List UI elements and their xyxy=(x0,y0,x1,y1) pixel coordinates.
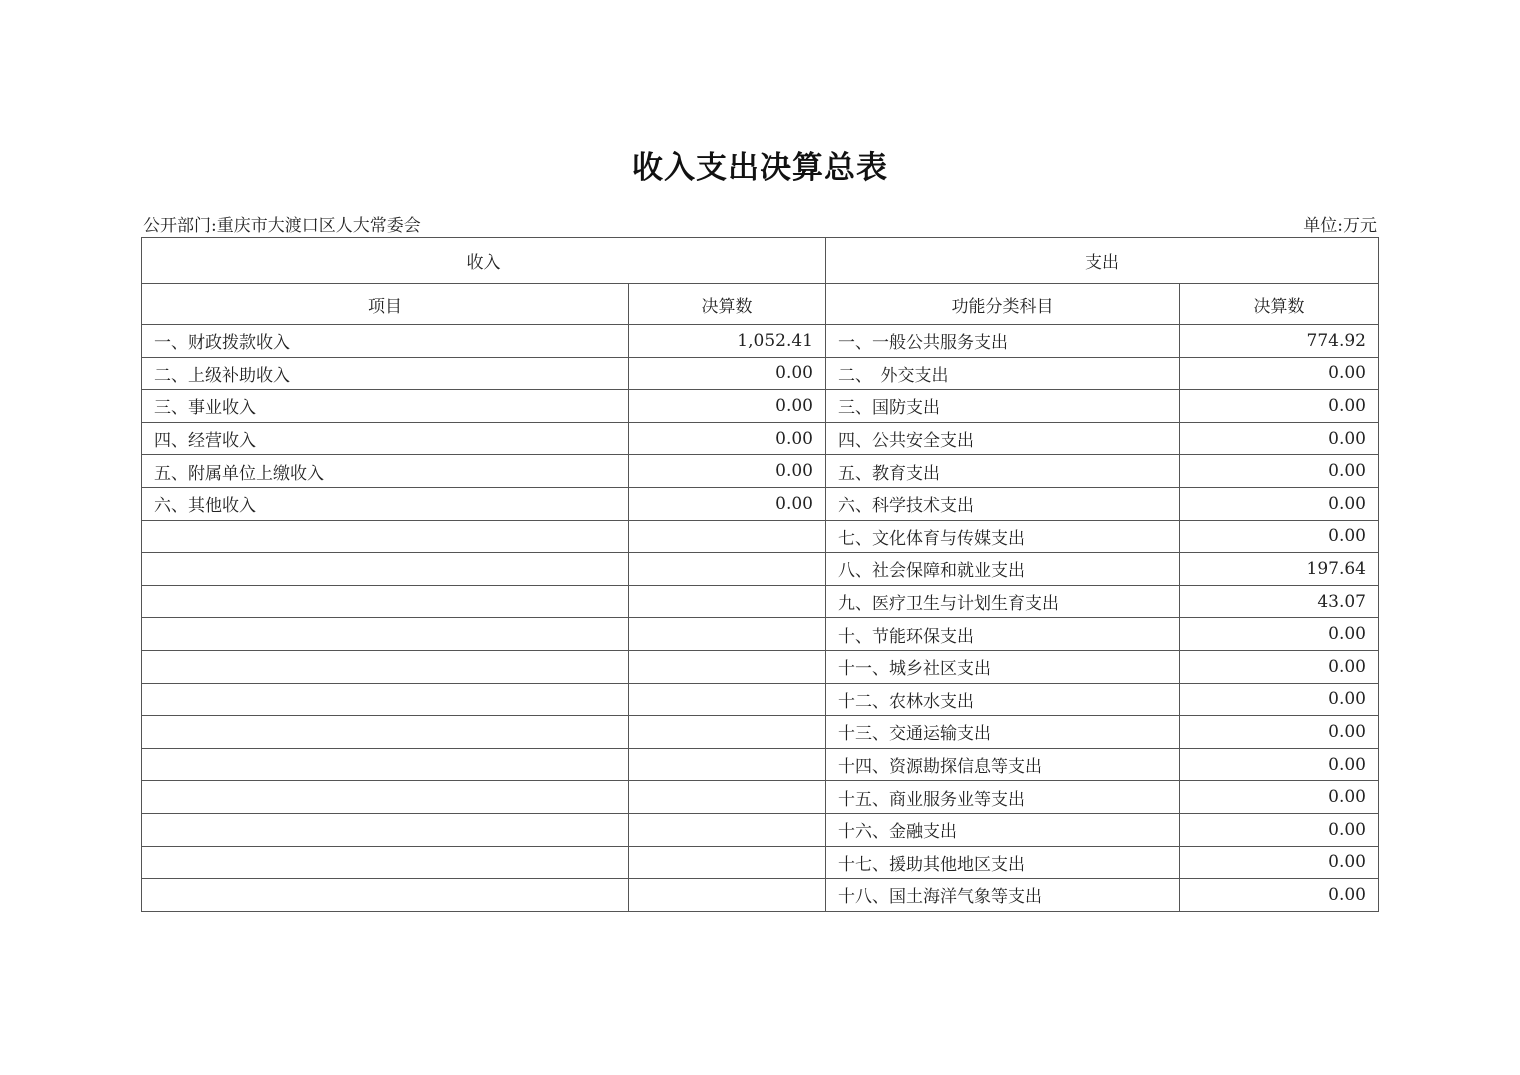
expense-amount-cell: 43.07 xyxy=(1180,585,1379,618)
table-row xyxy=(142,390,1379,423)
expense-amount-cell: 0.00 xyxy=(1180,357,1379,390)
expense-item-cell: 五、教育支出 xyxy=(826,455,1180,488)
expense-amount-cell: 0.00 xyxy=(1180,748,1379,781)
income-amount-cell: 1,052.41 xyxy=(629,325,826,358)
expense-item-cell: 十四、资源勘探信息等支出 xyxy=(826,748,1180,781)
income-item-cell xyxy=(142,553,629,586)
income-amount-cell: 0.00 xyxy=(629,357,826,390)
table-row xyxy=(142,781,1379,814)
expense-item-cell: 一、一般公共服务支出 xyxy=(826,325,1180,358)
expense-amount-cell: 0.00 xyxy=(1180,813,1379,846)
income-amount-cell xyxy=(629,585,826,618)
table-row xyxy=(142,325,1379,358)
unit-label: 单位:万元 xyxy=(1303,216,1377,236)
column-header-row xyxy=(142,284,1379,325)
expense-item-cell: 四、公共安全支出 xyxy=(826,422,1180,455)
table-row xyxy=(142,422,1379,455)
income-item-cell xyxy=(142,618,629,651)
table-row xyxy=(142,748,1379,781)
income-amount-cell xyxy=(629,650,826,683)
income-amount-column-header: 决算数 xyxy=(629,284,826,325)
expense-item-cell: 三、国防支出 xyxy=(826,390,1180,423)
income-item-cell: 六、其他收入 xyxy=(142,487,629,520)
expense-item-cell: 七、文化体育与传媒支出 xyxy=(826,520,1180,553)
income-item-cell xyxy=(142,879,629,912)
table-row xyxy=(142,553,1379,586)
expense-amount-cell: 0.00 xyxy=(1180,716,1379,749)
expense-item-cell: 十、节能环保支出 xyxy=(826,618,1180,651)
expense-item-cell: 十七、援助其他地区支出 xyxy=(826,846,1180,879)
table-row xyxy=(142,520,1379,553)
income-amount-cell xyxy=(629,813,826,846)
table-row xyxy=(142,455,1379,488)
expense-amount-cell: 0.00 xyxy=(1180,781,1379,814)
income-item-cell xyxy=(142,813,629,846)
expense-amount-cell: 0.00 xyxy=(1180,650,1379,683)
page-title: 收入支出决算总表 xyxy=(632,150,888,186)
expense-amount-cell: 0.00 xyxy=(1180,618,1379,651)
budget-table xyxy=(141,237,1379,912)
expense-amount-cell: 0.00 xyxy=(1180,455,1379,488)
income-amount-cell: 0.00 xyxy=(629,422,826,455)
income-item-cell xyxy=(142,683,629,716)
income-amount-cell: 0.00 xyxy=(629,390,826,423)
expense-amount-cell: 0.00 xyxy=(1180,879,1379,912)
table-row xyxy=(142,846,1379,879)
income-amount-cell xyxy=(629,748,826,781)
income-amount-cell xyxy=(629,846,826,879)
income-amount-cell xyxy=(629,683,826,716)
table-row xyxy=(142,683,1379,716)
expense-item-cell: 六、科学技术支出 xyxy=(826,487,1180,520)
income-item-cell: 一、财政拨款收入 xyxy=(142,325,629,358)
income-amount-cell: 0.00 xyxy=(629,487,826,520)
table-row xyxy=(142,813,1379,846)
expense-amount-cell: 0.00 xyxy=(1180,390,1379,423)
income-amount-cell xyxy=(629,553,826,586)
table-row xyxy=(142,618,1379,651)
section-header-row xyxy=(142,238,1379,284)
expense-amount-cell: 774.92 xyxy=(1180,325,1379,358)
income-amount-cell xyxy=(629,618,826,651)
expense-item-cell: 二、 外交支出 xyxy=(826,357,1180,390)
income-amount-cell xyxy=(629,781,826,814)
expense-item-cell: 十三、交通运输支出 xyxy=(826,716,1180,749)
income-item-cell xyxy=(142,585,629,618)
income-item-cell xyxy=(142,781,629,814)
income-item-cell xyxy=(142,520,629,553)
table-row xyxy=(142,357,1379,390)
item-column-header: 项目 xyxy=(142,284,629,325)
table-row xyxy=(142,650,1379,683)
income-item-cell: 四、经营收入 xyxy=(142,422,629,455)
income-amount-cell xyxy=(629,879,826,912)
expense-item-cell: 十六、金融支出 xyxy=(826,813,1180,846)
function-category-column-header: 功能分类科目 xyxy=(826,284,1180,325)
expense-item-cell: 十五、商业服务业等支出 xyxy=(826,781,1180,814)
department-label: 公开部门:重庆市大渡口区人大常委会 xyxy=(143,216,421,236)
expense-amount-cell: 197.64 xyxy=(1180,553,1379,586)
income-section-header: 收入 xyxy=(142,238,826,284)
expense-amount-cell: 0.00 xyxy=(1180,683,1379,716)
table-row xyxy=(142,585,1379,618)
income-item-cell xyxy=(142,748,629,781)
income-item-cell xyxy=(142,716,629,749)
expense-amount-cell: 0.00 xyxy=(1180,520,1379,553)
income-amount-cell xyxy=(629,520,826,553)
expense-item-cell: 十八、国土海洋气象等支出 xyxy=(826,879,1180,912)
expense-item-cell: 九、医疗卫生与计划生育支出 xyxy=(826,585,1180,618)
expense-section-header: 支出 xyxy=(826,238,1379,284)
expense-item-cell: 八、社会保障和就业支出 xyxy=(826,553,1180,586)
expense-item-cell: 十一、城乡社区支出 xyxy=(826,650,1180,683)
table-row xyxy=(142,716,1379,749)
income-item-cell: 三、事业收入 xyxy=(142,390,629,423)
income-item-cell: 二、上级补助收入 xyxy=(142,357,629,390)
table-row xyxy=(142,487,1379,520)
income-item-cell: 五、附属单位上缴收入 xyxy=(142,455,629,488)
table-row xyxy=(142,879,1379,912)
expense-item-cell: 十二、农林水支出 xyxy=(826,683,1180,716)
expense-amount-column-header: 决算数 xyxy=(1180,284,1379,325)
expense-amount-cell: 0.00 xyxy=(1180,422,1379,455)
income-item-cell xyxy=(142,650,629,683)
income-amount-cell xyxy=(629,716,826,749)
expense-amount-cell: 0.00 xyxy=(1180,487,1379,520)
income-item-cell xyxy=(142,846,629,879)
expense-amount-cell: 0.00 xyxy=(1180,846,1379,879)
income-amount-cell: 0.00 xyxy=(629,455,826,488)
